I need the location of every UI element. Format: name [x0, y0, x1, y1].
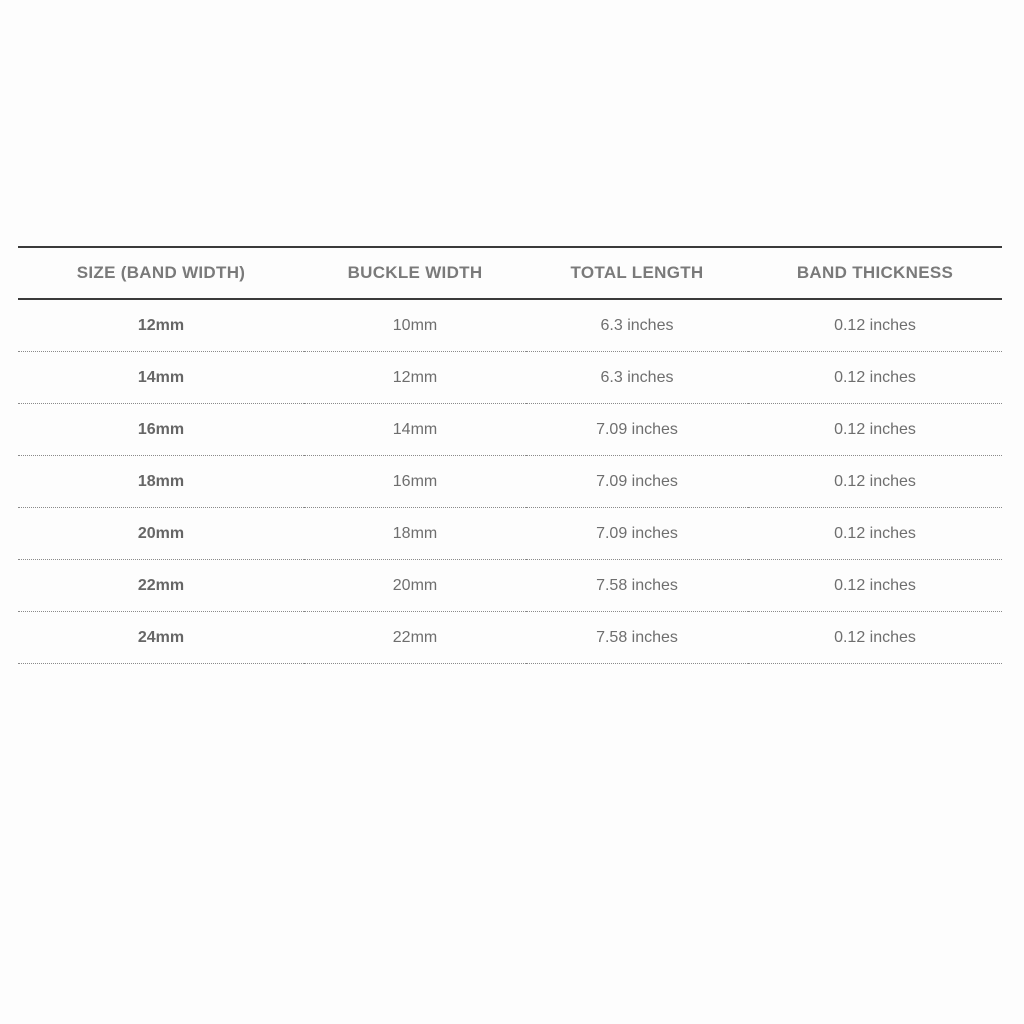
cell-band-thickness: 0.12 inches: [748, 508, 1002, 560]
cell-band-thickness: 0.12 inches: [748, 404, 1002, 456]
cell-size: 16mm: [18, 404, 304, 456]
cell-total-length: 7.58 inches: [526, 612, 748, 664]
cell-band-thickness: 0.12 inches: [748, 352, 1002, 404]
cell-buckle-width: 22mm: [304, 612, 526, 664]
size-chart-table: [18, 246, 1002, 664]
cell-buckle-width: 20mm: [304, 560, 526, 612]
cell-buckle-width: 12mm: [304, 352, 526, 404]
cell-total-length: 7.09 inches: [526, 456, 748, 508]
table-row: [18, 456, 1002, 508]
cell-size: 14mm: [18, 352, 304, 404]
table-row: [18, 352, 1002, 404]
cell-total-length: 6.3 inches: [526, 352, 748, 404]
cell-band-thickness: 0.12 inches: [748, 456, 1002, 508]
header-band-thickness: BAND THICKNESS: [796, 263, 954, 282]
cell-band-thickness: 0.12 inches: [748, 612, 1002, 664]
table-body: [18, 299, 1002, 664]
cell-size: 24mm: [18, 612, 304, 664]
cell-size: 18mm: [18, 456, 304, 508]
table-row: [18, 612, 1002, 664]
cell-size: 22mm: [18, 560, 304, 612]
cell-buckle-width: 10mm: [304, 299, 526, 352]
table-header: [18, 247, 1002, 299]
cell-band-thickness: 0.12 inches: [748, 299, 1002, 352]
cell-buckle-width: 16mm: [304, 456, 526, 508]
cell-total-length: 7.58 inches: [526, 560, 748, 612]
cell-total-length: 7.09 inches: [526, 508, 748, 560]
cell-size: 20mm: [18, 508, 304, 560]
header-size-band-width: SIZE (BAND WIDTH): [76, 263, 246, 282]
table-row: [18, 508, 1002, 560]
header-buckle-width: BUCKLE WIDTH: [347, 263, 483, 282]
table-row: [18, 404, 1002, 456]
cell-size: 12mm: [18, 299, 304, 352]
header-total-length: TOTAL LENGTH: [570, 263, 704, 282]
cell-total-length: 7.09 inches: [526, 404, 748, 456]
cell-total-length: 6.3 inches: [526, 299, 748, 352]
cell-buckle-width: 18mm: [304, 508, 526, 560]
table-row: [18, 560, 1002, 612]
cell-band-thickness: 0.12 inches: [748, 560, 1002, 612]
table-row: [18, 299, 1002, 352]
cell-buckle-width: 14mm: [304, 404, 526, 456]
header-row: [18, 247, 1002, 299]
